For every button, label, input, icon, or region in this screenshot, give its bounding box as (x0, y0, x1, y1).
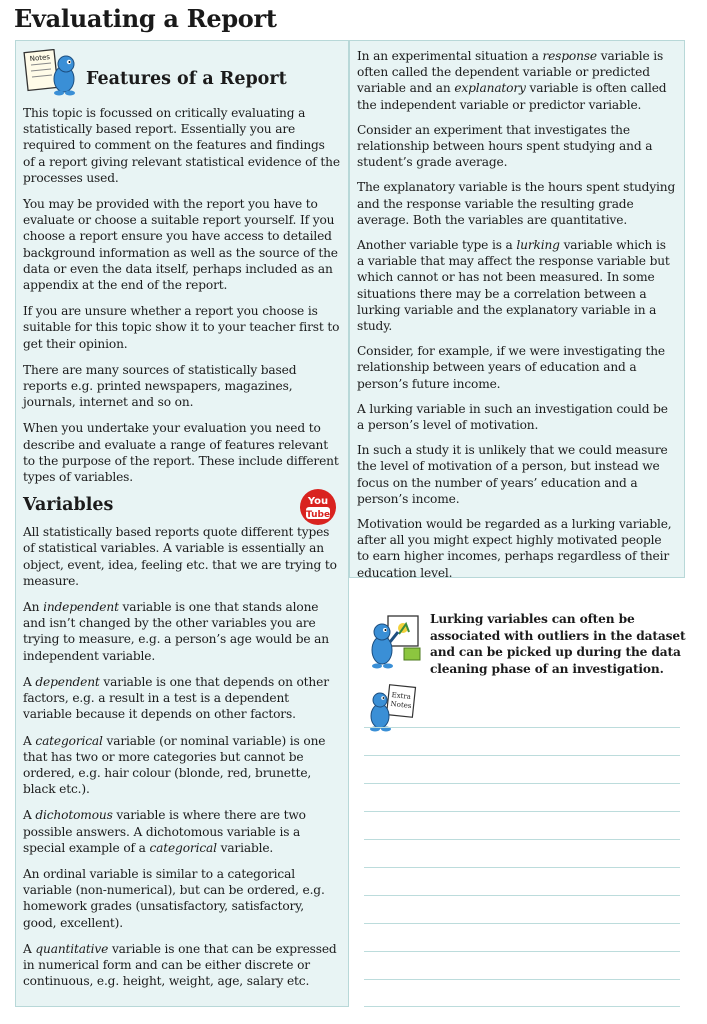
dichotomous-paragraph: A dichotomous variable is where there are two possible answers. A dichotomous variable is a special example of a categorical variable. (23, 808, 306, 855)
education-example-paragraph: Consider, for example, if we were investigating the relationship between years of education and a person’s future income. (357, 344, 665, 391)
notes-mascot-icon (22, 49, 78, 97)
youtube-label-you: You (307, 496, 329, 507)
features-paragraph: If you are unsure whether a report you choose is suitable for this topic show it to your teacher first to get their opinion. (23, 304, 340, 351)
features-paragraph: You may be provided with the report you have to evaluate or choose a suitable report yourself. If you choose a report ensure you have access to detailed background information as well as the source of the data or even the data itself, perhaps included as an appendix at the end of the report. (23, 197, 338, 293)
response-explanatory-paragraph: In an experimental situation a response variable is often called the dependent variable or predicted variable and an explanatory variable is often called the independent variable or predictor variable. (357, 49, 667, 112)
page-title: Evaluating a Report (14, 4, 277, 33)
youtube-icon[interactable] (299, 488, 337, 526)
dependent-paragraph: A dependent variable is one that depends on other factors, e.g. a result in a test is a dependent variable because it depends on other factors. (23, 674, 329, 722)
left-content-panel (15, 40, 349, 1007)
ordinal-paragraph: An ordinal variable is similar to a categorical variable (non-numerical), but can be ordered, e.g. homework grades (unsatisfactory, satisfactory, good, excellent). (23, 866, 325, 930)
features-paragraph: When you undertake your evaluation you need to describe and evaluate a range of features relevant to the purpose of the report. These include different types of variables. (23, 421, 339, 485)
independent-paragraph: An independent variable is one that stands alone and isn’t changed by the other variables you are trying to measure, e.g. a person’s age would be an independent variable. (23, 600, 329, 663)
extra-label: Extra (391, 691, 412, 701)
notes-label: Notes (29, 53, 51, 64)
note-line (364, 811, 680, 812)
quantitative-paragraph: A quantitative variable is one that can be expressed in numerical form and can be either discrete or continuous, e.g. height, weight, age, salary etc. (23, 941, 337, 989)
experiment-paragraph: Consider an experiment that investigates the relationship between hours spent studying and a student’s grade average. (357, 122, 653, 170)
note-line (364, 783, 680, 784)
note-line (364, 951, 680, 952)
youtube-label-tube: Tube (305, 510, 331, 520)
note-line (364, 1006, 680, 1007)
note-line (364, 895, 680, 896)
variables-intro: All statistically based reports quote different types of statistical variables. A variable is essentially an object, event, idea, feeling etc. that we are trying to measure. (23, 525, 337, 588)
note-line (364, 839, 680, 840)
mascot-board-icon (366, 612, 426, 672)
lurking-callout: Lurking variables can often be associated with outliers in the dataset and can be picked up during the data cleaning phase of an investigation. (430, 612, 686, 676)
lurking-paragraph: Another variable type is a lurking variable which is a variable that may affect the response variable but which cannot or has not been measured. In some situations there may be a correlation between a lurking variable and the explanatory variable in a study. (357, 238, 670, 334)
explanatory-example-paragraph: The explanatory variable is the hours spent studying and the response variable the resulting grade average. Both the variables are quantitative. (357, 180, 676, 227)
notes-label-2: Notes (390, 699, 412, 711)
categorical-paragraph: A categorical variable (or nominal variable) is one that has two or more categories but cannot be ordered, e.g. hair colour (blonde, red, brunette, black etc.). (23, 733, 326, 797)
motivation-paragraph: A lurking variable in such an investigation could be a person’s level of motivation. (357, 401, 668, 433)
features-heading: Features of a Report (86, 69, 287, 89)
variables-heading: Variables (23, 495, 114, 516)
lurking-conclusion-paragraph: Motivation would be regarded as a lurking variable, after all you might expect highly motivated people to earn higher incomes, perhaps regardless of their education level. (357, 517, 672, 580)
note-line (364, 923, 680, 924)
note-line (364, 755, 680, 756)
features-paragraph: This topic is focussed on critically evaluating a statistically based report. Essentially you are required to comment on the features and findings of a report giving relevant statistical evidence of the processes used. (23, 106, 340, 185)
note-line (364, 979, 680, 980)
note-line (364, 867, 680, 868)
note-line (364, 727, 680, 728)
measurement-paragraph: In such a study it is unlikely that we could measure the level of motivation of a person, but instead we focus on the number of years’ education and a person’s income. (357, 443, 668, 506)
right-content-panel (349, 40, 685, 578)
features-paragraph: There are many sources of statistically based reports e.g. printed newspapers, magazines, journals, internet and so on. (23, 362, 297, 410)
